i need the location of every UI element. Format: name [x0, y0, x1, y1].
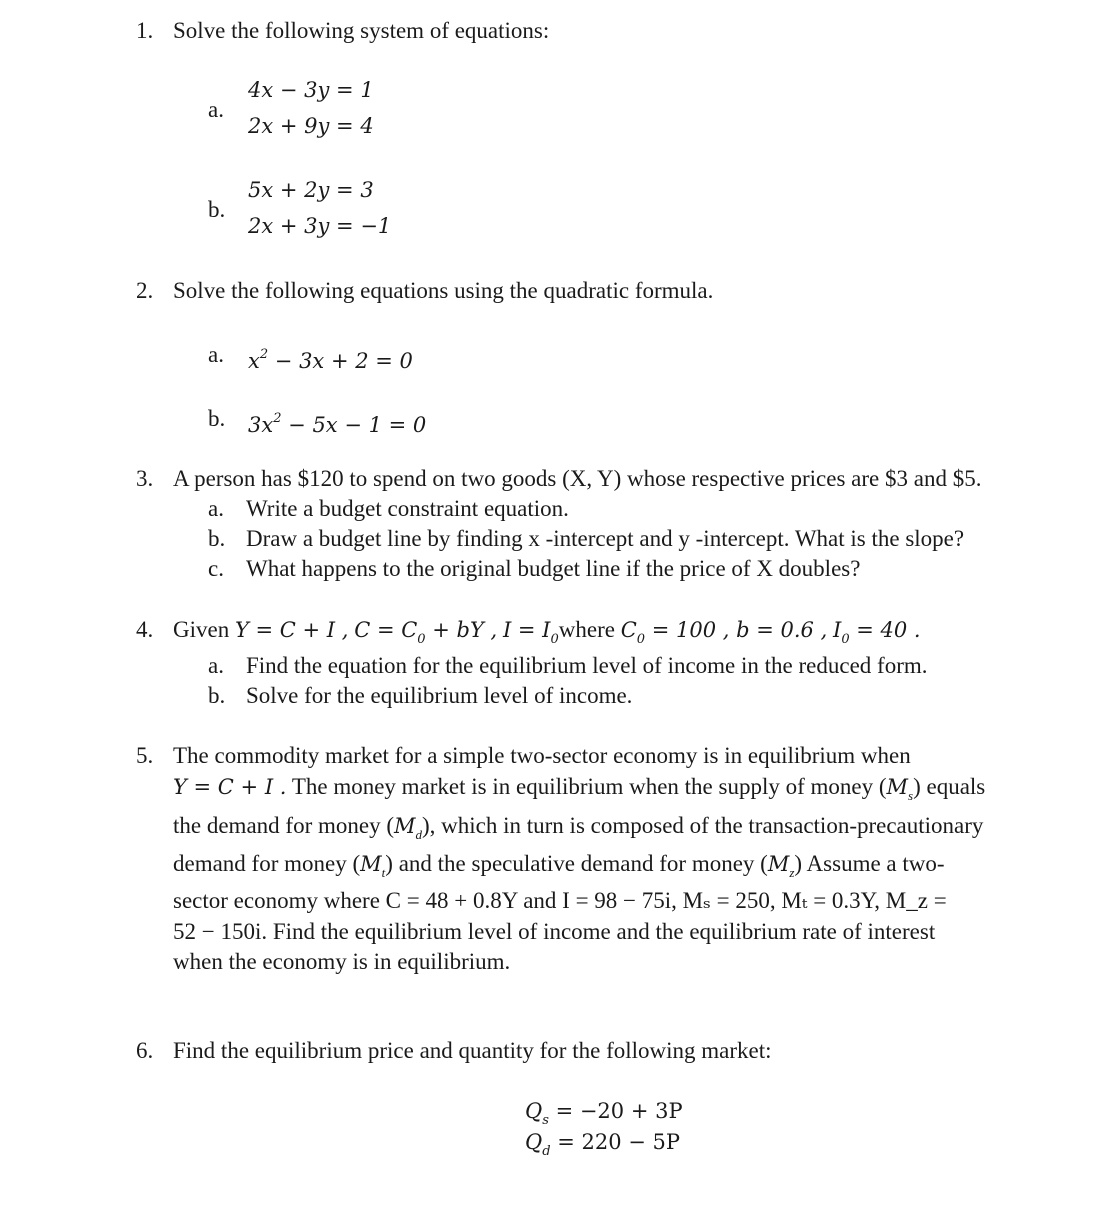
q5-line5: sector economy where C = 48 + 0.8Y and I = 98 − 75i, Mₛ = 250, Mₜ = 0.3Y, M_z =: [173, 888, 947, 913]
q5-line2: Y = C + I . The money market is in equilibrium when the supply of money $(M_s)$ equals: [173, 774, 986, 803]
q5-line6: 52 − 150i. Find the equilibrium level of income and the equilibrium rate of interest: [173, 919, 936, 944]
q3c-text: What happens to the original budget line if the price of X doubles?: [246, 556, 861, 581]
q6-supply-equation: $Q_s = -20 + 3P$: [525, 1099, 683, 1128]
q6-demand-equation: $Q_d = 220 - 5P$: [525, 1130, 681, 1159]
q2a-equation: $x^2 - 3x + 2 = 0$: [248, 347, 413, 373]
q1b-eq2: 2x + 3y = −1: [248, 214, 392, 238]
q2-number: 2.: [136, 278, 154, 303]
q1-text: Solve the following system of equations:: [173, 18, 550, 43]
q3-number: 3.: [136, 466, 154, 491]
q6-text: Find the equilibrium price and quantity for the following market:: [173, 1038, 772, 1063]
q4b-text: Solve for the equilibrium level of income.: [246, 683, 633, 708]
q1a-eq2: 2x + 9y = 4: [248, 114, 374, 138]
q5-line7: when the economy is in equilibrium.: [173, 949, 511, 974]
q1-number: 1.: [136, 18, 154, 43]
q6-number: 6.: [136, 1038, 154, 1063]
q4-number: 4.: [136, 617, 154, 642]
q3b-label: b.: [208, 526, 226, 551]
q1b-label: b.: [208, 197, 226, 222]
q5-line4: demand for money $(M_t)$ and the speculative demand for money $(M_z)$ Assume a two-: [173, 851, 945, 880]
q2b-equation: $3x^2 - 5x - 1 = 0$: [248, 411, 427, 437]
q3c-label: c.: [208, 556, 224, 581]
q1a-eq1: 4x − 3y = 1: [248, 78, 374, 102]
q4a-label: a.: [208, 653, 224, 678]
q2a-label: a.: [208, 342, 224, 367]
q3-text: A person has $120 to spend on two goods (X, Y) whose respective prices are $3 and $5.: [173, 466, 982, 491]
q1b-eq1: 5x + 2y = 3: [248, 178, 374, 202]
q4b-label: b.: [208, 683, 226, 708]
q3a-label: a.: [208, 496, 224, 521]
q4-given-line: Given Y = C + I , $C = C_0$ + bY , $I = I_0where$ $C_0 = 100$ , b = 0.6 , $I_0 = 40$ .: [173, 617, 921, 647]
q5-line3: the demand for money $(M_d)$, which in turn is composed of the transaction-precautionary: [173, 813, 984, 842]
q1a-label: a.: [208, 97, 224, 122]
q4a-text: Find the equation for the equilibrium level of income in the reduced form.: [246, 653, 928, 678]
q2-text: Solve the following equations using the quadratic formula.: [173, 278, 714, 303]
q3a-text: Write a budget constraint equation.: [246, 496, 569, 521]
q5-number: 5.: [136, 743, 154, 768]
q3b-text: Draw a budget line by finding x -intercept and y -intercept. What is the slope?: [246, 526, 965, 551]
q5-line1: The commodity market for a simple two-sector economy is in equilibrium when: [173, 743, 911, 768]
q2b-label: b.: [208, 406, 226, 431]
